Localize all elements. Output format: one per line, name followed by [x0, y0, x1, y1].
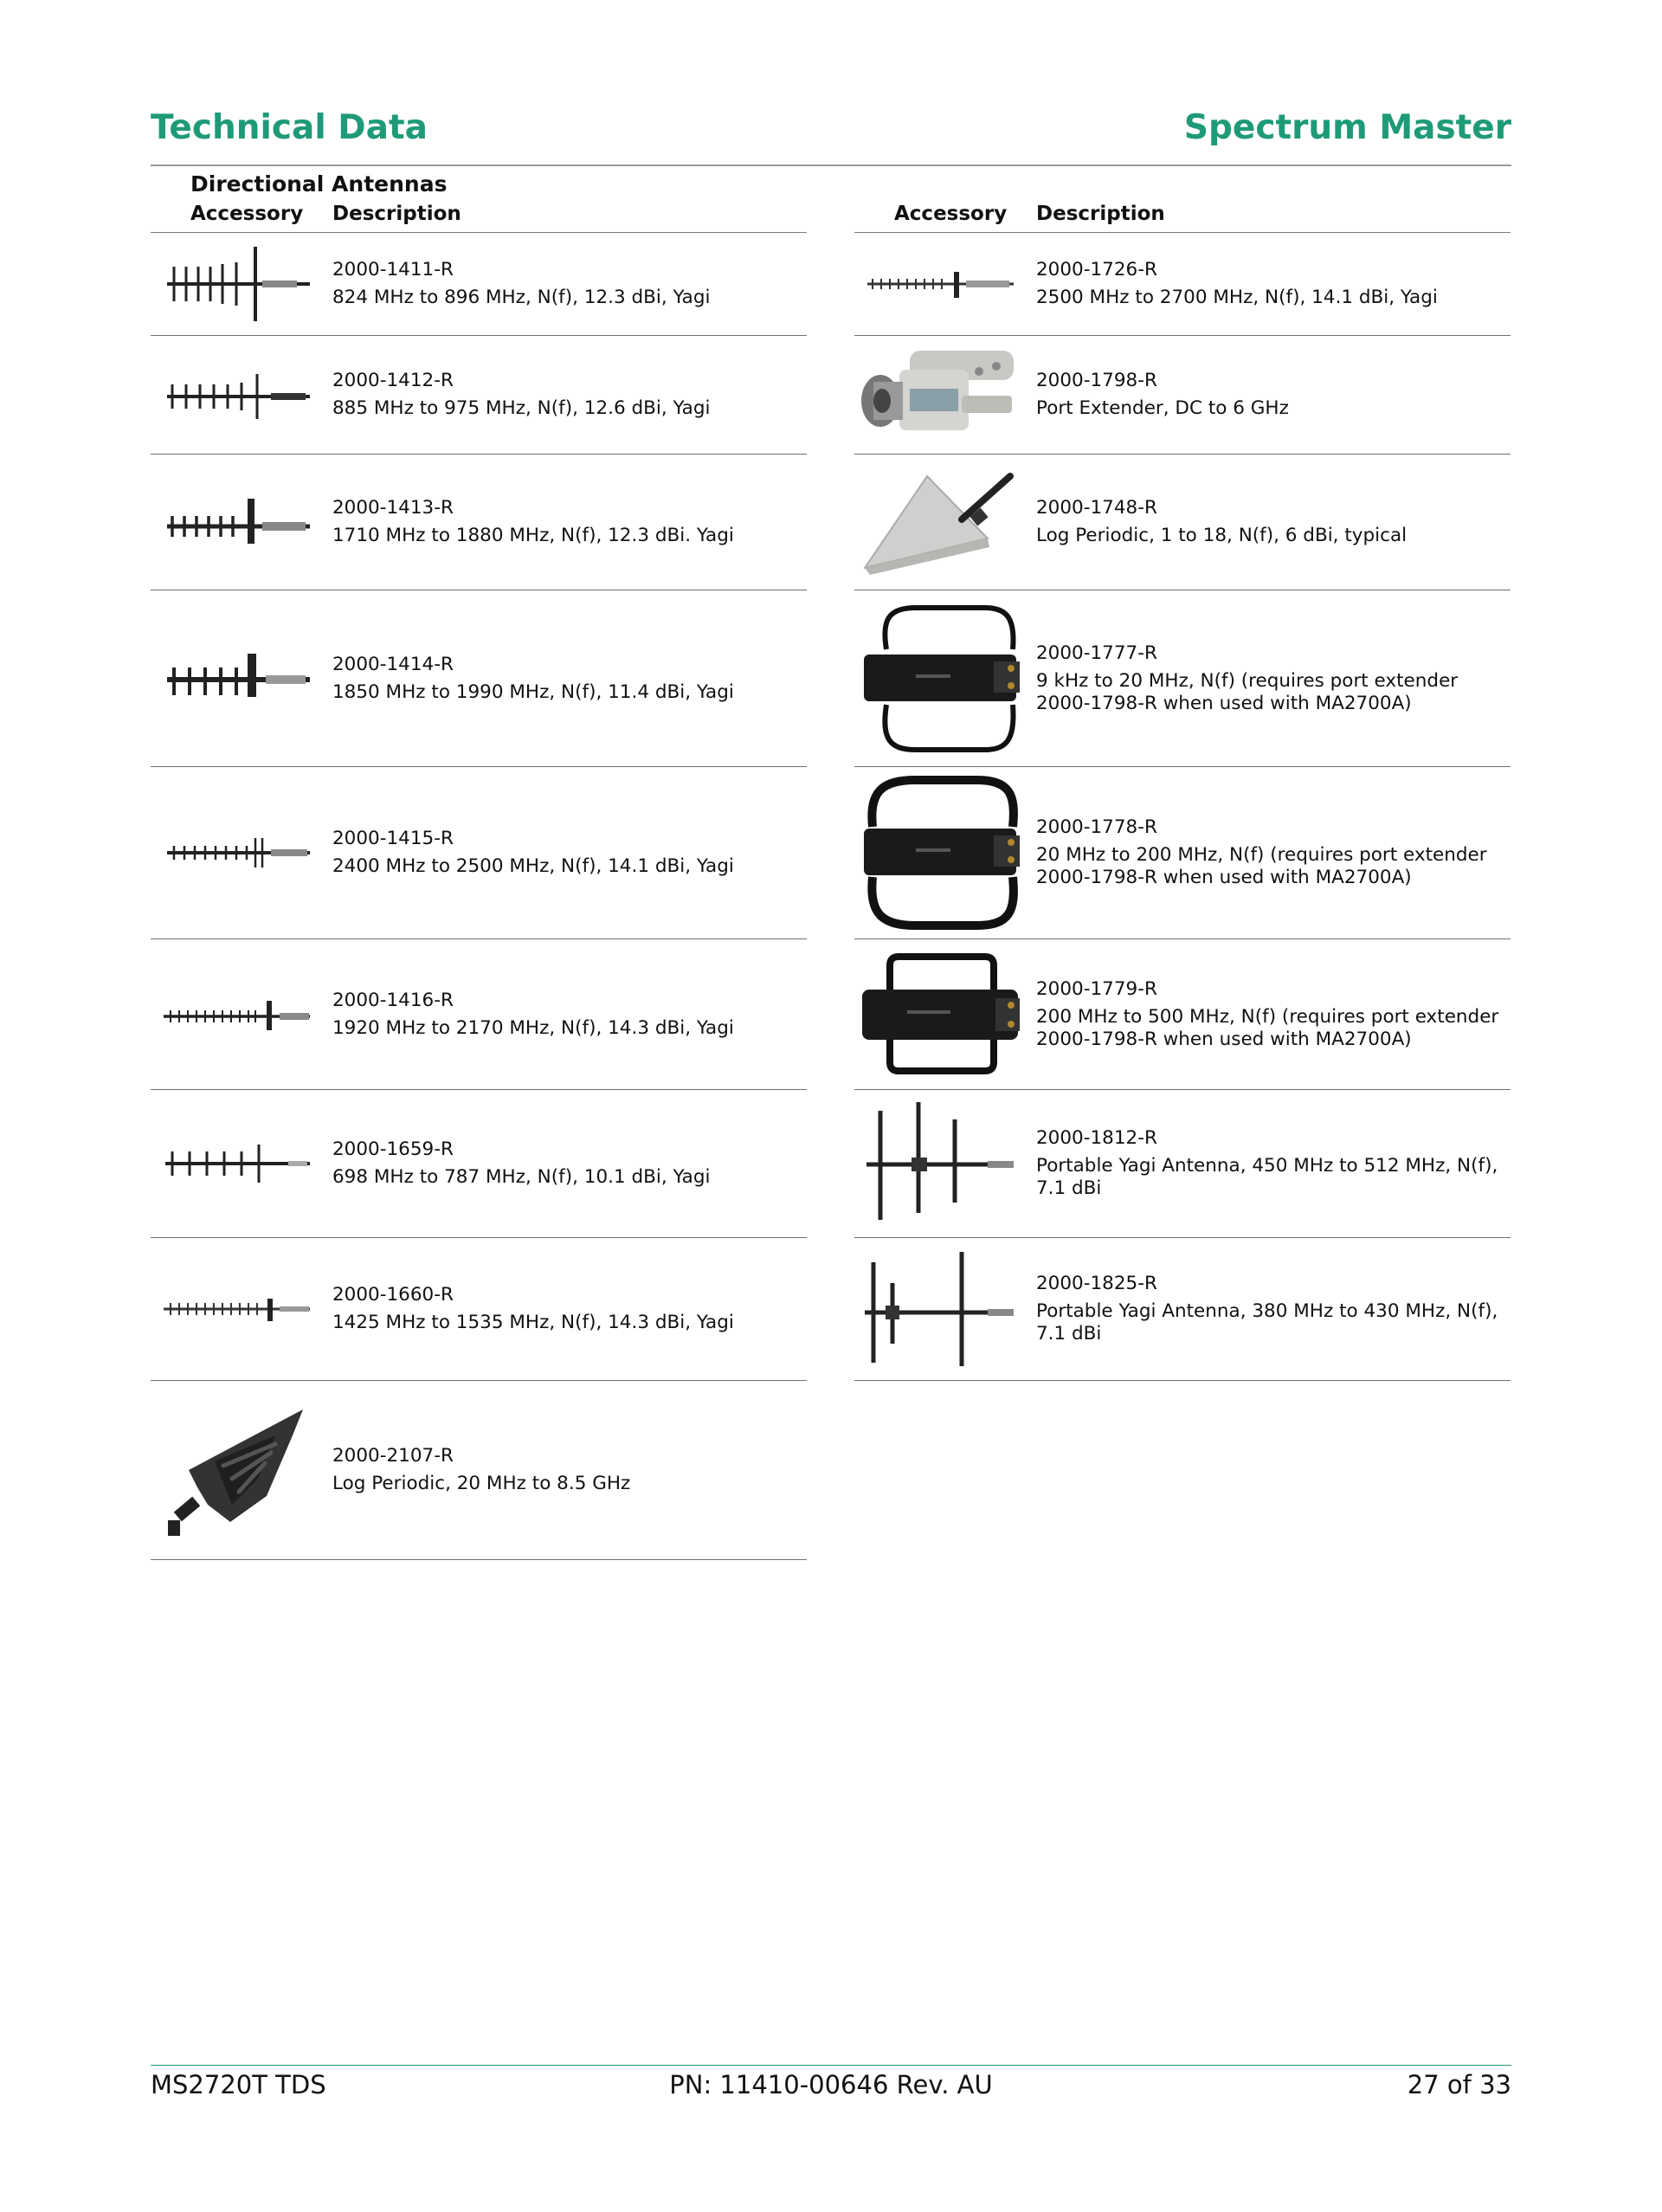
- table-row: [151, 455, 807, 590]
- part-number: 2000-1413-R: [332, 497, 454, 519]
- yagi-antenna-icon: [151, 455, 322, 590]
- footer-part-number: PN: 11410-00646 Rev. AU: [669, 2070, 993, 2099]
- yagi-antenna-icon: [151, 939, 322, 1089]
- log-periodic-antenna-icon: [151, 1381, 322, 1559]
- part-description: 20 MHz to 200 MHz, N(f) (requires port extender 2000-1798-R when used with MA2700A): [1036, 844, 1487, 888]
- column-header-accessory: Accessory: [894, 203, 1008, 225]
- header-title-right: Spectrum Master: [1183, 108, 1511, 147]
- yagi-antenna-icon: [151, 590, 322, 766]
- part-description: 1425 MHz to 1535 MHz, N(f), 14.3 dBi, Yagi: [332, 1312, 734, 1333]
- part-description: 1920 MHz to 2170 MHz, N(f), 14.3 dBi, Yagi: [332, 1016, 734, 1039]
- part-description: 698 MHz to 787 MHz, N(f), 10.1 dBi, Yagi: [332, 1166, 711, 1188]
- part-description: Port Extender, DC to 6 GHz: [1036, 397, 1289, 419]
- loop-antenna-icon: [854, 939, 1026, 1089]
- yagi-antenna-icon: [151, 336, 322, 454]
- table-row: [854, 233, 1511, 336]
- part-number: 2000-2107-R: [332, 1445, 454, 1467]
- part-description: Portable Yagi Antenna, 450 MHz to 512 MHz, N(f), 7.1 dBi: [1036, 1155, 1498, 1199]
- part-number: 2000-1726-R: [1036, 259, 1157, 281]
- section-title: Directional Antennas: [190, 171, 448, 197]
- part-number: 2000-1416-R: [332, 989, 454, 1011]
- table-row: [151, 590, 807, 767]
- part-description: Log Periodic, 1 to 18, N(f), 6 dBi, typical: [1036, 525, 1408, 546]
- table-row: [151, 1381, 807, 1560]
- column-header-accessory: Accessory: [190, 203, 304, 225]
- part-description: 2400 MHz to 2500 MHz, N(f), 14.1 dBi, Yagi: [332, 855, 734, 877]
- part-number: 2000-1659-R: [332, 1138, 454, 1160]
- log-periodic-antenna-icon: [854, 455, 1026, 590]
- table-row: [151, 1090, 807, 1238]
- column-header-description: Description: [332, 203, 461, 225]
- table-row: [151, 939, 807, 1090]
- yagi-antenna-icon: [854, 233, 1026, 335]
- portable-yagi-icon: [854, 1090, 1026, 1237]
- table-row: [854, 1238, 1511, 1381]
- footer-divider: [151, 2065, 1511, 2066]
- table-row: [854, 1090, 1511, 1238]
- part-number: 2000-1825-R: [1036, 1273, 1157, 1294]
- accessory-table-right: [854, 196, 1511, 1381]
- table-row: [854, 455, 1511, 590]
- accessory-table-left: [151, 196, 807, 1560]
- part-description: 200 MHz to 500 MHz, N(f) (requires port extender 2000-1798-R when used with MA2700A): [1036, 1005, 1499, 1050]
- table-row: [854, 767, 1511, 939]
- part-number: 2000-1411-R: [332, 259, 454, 281]
- part-description: Log Periodic, 20 MHz to 8.5 GHz: [332, 1473, 631, 1494]
- footer-page-number: 27 of 33: [1407, 2070, 1511, 2099]
- table-header: [854, 196, 1511, 233]
- table-row: [854, 939, 1511, 1090]
- yagi-antenna-icon: [151, 1238, 322, 1380]
- part-number: 2000-1412-R: [332, 370, 454, 391]
- table-row: [151, 336, 807, 455]
- table-row: [151, 767, 807, 939]
- part-number: 2000-1778-R: [1036, 816, 1157, 838]
- loop-antenna-icon: [854, 590, 1026, 766]
- header-title-left: Technical Data: [151, 108, 428, 147]
- loop-antenna-icon: [854, 767, 1026, 938]
- part-description: 9 kHz to 20 MHz, N(f) (requires port extender 2000-1798-R when used with MA2700A): [1036, 669, 1459, 714]
- table-row: [151, 233, 807, 336]
- column-header-description: Description: [1036, 203, 1165, 225]
- table-row: [854, 336, 1511, 455]
- part-number: 2000-1779-R: [1036, 977, 1157, 1000]
- part-description: 2500 MHz to 2700 MHz, N(f), 14.1 dBi, Yagi: [1036, 287, 1438, 308]
- footer-document-name: MS2720T TDS: [151, 2070, 326, 2099]
- yagi-antenna-icon: [151, 1090, 322, 1237]
- table-row: [854, 590, 1511, 767]
- part-number: 2000-1798-R: [1036, 370, 1157, 391]
- portable-yagi-icon: [854, 1238, 1026, 1380]
- part-number: 2000-1812-R: [1036, 1127, 1157, 1149]
- part-number: 2000-1660-R: [332, 1284, 454, 1306]
- part-number: 2000-1777-R: [1036, 642, 1157, 664]
- header-divider: [151, 164, 1511, 166]
- part-description: 1710 MHz to 1880 MHz, N(f), 12.3 dBi. Yagi: [332, 525, 734, 546]
- table-header: [151, 196, 807, 233]
- part-description: 1850 MHz to 1990 MHz, N(f), 11.4 dBi, Yagi: [332, 680, 734, 703]
- part-description: Portable Yagi Antenna, 380 MHz to 430 MHz, N(f), 7.1 dBi: [1036, 1300, 1498, 1345]
- table-row: [151, 1238, 807, 1381]
- yagi-antenna-icon: [151, 767, 322, 938]
- part-number: 2000-1414-R: [332, 653, 454, 675]
- part-number: 2000-1415-R: [332, 828, 454, 849]
- part-description: 885 MHz to 975 MHz, N(f), 12.6 dBi, Yagi: [332, 397, 711, 419]
- port-extender-icon: [854, 336, 1026, 454]
- part-description: 824 MHz to 896 MHz, N(f), 12.3 dBi, Yagi: [332, 287, 711, 308]
- part-number: 2000-1748-R: [1036, 497, 1157, 519]
- yagi-antenna-icon: [151, 233, 322, 335]
